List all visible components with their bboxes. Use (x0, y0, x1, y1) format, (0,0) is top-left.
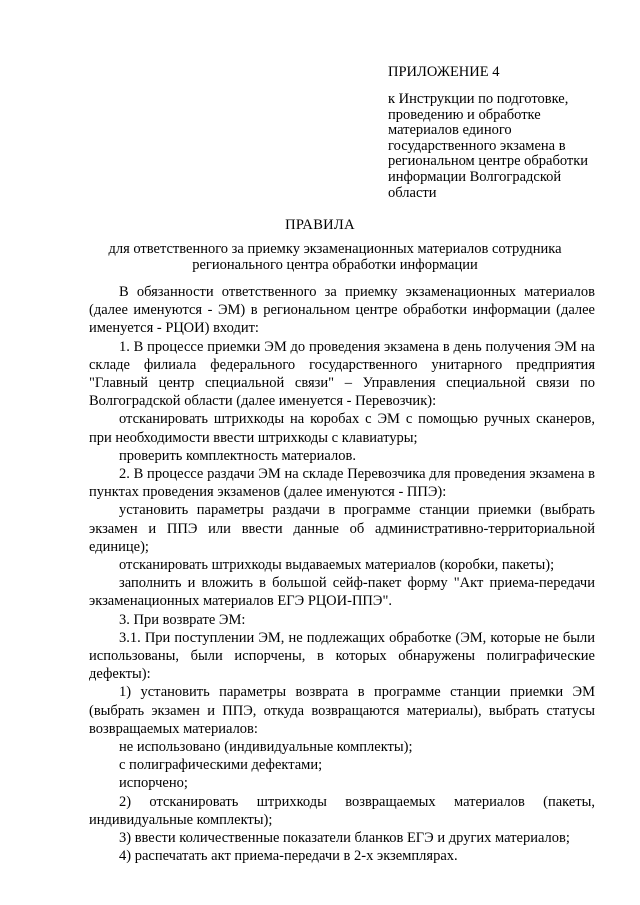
appendix-note: к Инструкции по подготовке, проведению и обработке материалов единого государственного экзамена в региональном центре обработки информации Волгоградской области (388, 91, 589, 201)
paragraph: 3) ввести количественные показатели бланков ЕГЭ и других материалов; (119, 830, 570, 847)
document-body (89, 283, 595, 866)
paragraph: проверить комплектность материалов. (119, 447, 356, 464)
paragraph: В обязанности ответственного за приемку экзаменационных материалов (далее именуются - ЭМ) в региональном центре обработки информации (далее именуется - РЦОИ) входит: (89, 284, 595, 337)
appendix-title: ПРИЛОЖЕНИЕ 4 (388, 64, 500, 80)
paragraph: заполнить и вложить в большой сейф-пакет форму "Акт приема-передачи экзаменационных материалов ЕГЭ РЦОИ-ППЭ". (89, 575, 595, 610)
paragraph: 2. В процессе раздачи ЭМ на складе Перевозчика для проведения экзамена в пунктах проведения экзаменов (далее именуются - ППЭ): (89, 466, 595, 501)
paragraph: 3. При возврате ЭМ: (119, 611, 246, 628)
paragraph: не использовано (индивидуальные комплекты); (119, 739, 413, 756)
appendix-header (388, 64, 608, 201)
paragraph: установить параметры раздачи в программе станции приемки (выбрать экзамен и ППЭ или ввести данные об административно-территориальной единице); (89, 502, 595, 555)
document-subtitle: для ответственного за приемку экзаменационных материалов сотрудника регионального центра обработки информации (108, 241, 562, 273)
paragraph: 1) установить параметры возврата в программе станции приемки ЭМ (выбрать экзамен и ППЭ, откуда возвращаются материалы), выбрать статусы возвращаемых материалов: (89, 684, 595, 737)
paragraph: отсканировать штрихкоды на коробах с ЭМ с помощью ручных сканеров, при необходимости ввести штрихкоды с клавиатуры; (89, 411, 595, 446)
paragraph: 4) распечатать акт приема-передачи в 2-х экземплярах. (119, 848, 458, 865)
paragraph: 2) отсканировать штрихкоды возвращаемых материалов (пакеты, индивидуальные комплекты); (89, 793, 595, 828)
document-title: ПРАВИЛА (285, 217, 355, 233)
paragraph: отсканировать штрихкоды выдаваемых материалов (коробки, пакеты); (119, 557, 555, 574)
paragraph: с полиграфическими дефектами; (119, 757, 323, 774)
paragraph: испорчено; (119, 775, 188, 792)
paragraph: 1. В процессе приемки ЭМ до проведения экзамена в день получения ЭМ на складе филиала федерального государственного унитарного предприятия "Главный центр специальной связи" – Управления специальной связи по Волгоградской области (далее именуется - Перевозчик): (89, 338, 595, 410)
paragraph: 3.1. При поступлении ЭМ, не подлежащих обработке (ЭМ, которые не были использованы, были испорчены, в которых обнаружены полиграфические дефекты): (89, 629, 595, 683)
